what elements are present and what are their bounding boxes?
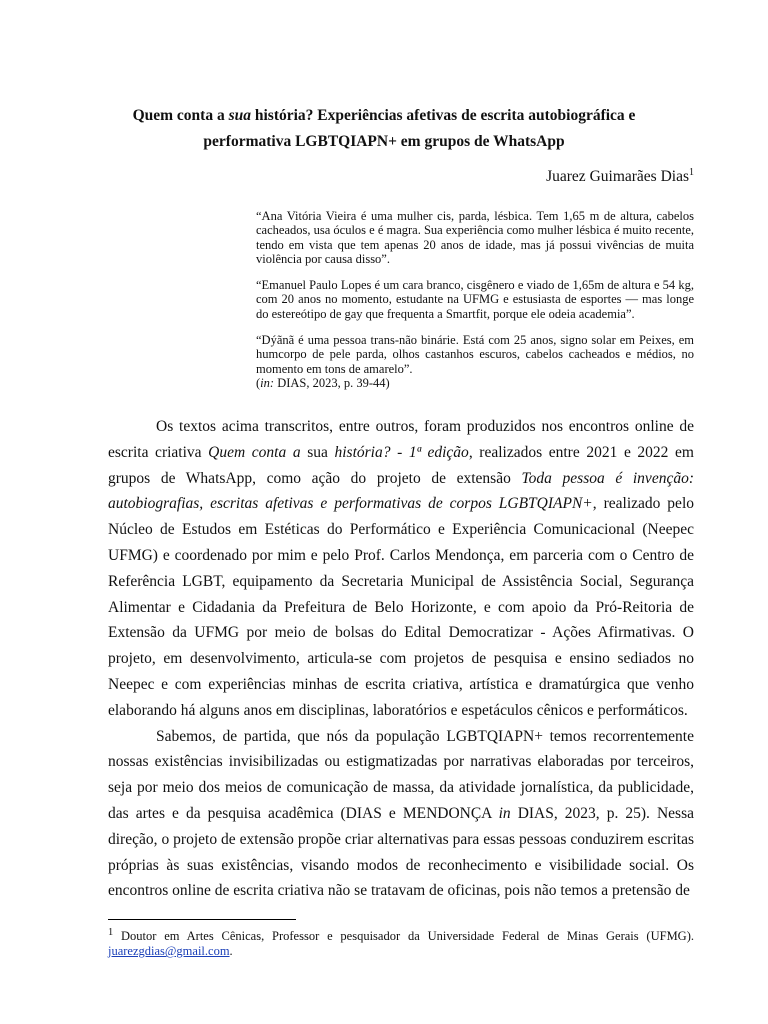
epigraph — [256, 209, 694, 402]
author-name: Juarez Guimarães Dias — [546, 168, 689, 186]
epigraph-source: (in: DIAS, 2023, p. 39-44) — [256, 375, 390, 390]
author-email-link[interactable]: juarezgdias@gmail.com — [108, 944, 230, 959]
paragraph-1: Os textos acima transcritos, entre outros, foram produzidos nos encontros online de escrita criativa Quem conta a sua história? - 1ª edição, realizados entre 2021 e 2022 em grupos de WhatsApp, como ação do projeto de extensão Toda pessoa é invenção: autobiografias, escritas afetivas e performativas de corpos LGBTQIAPN+, realizado pelo Núcleo de Estudos em Estéticas do Performático e Experiência Comunicacional (Neepec UFMG) e coordenado por mim e pelo Prof. Carlos Mendonça, em parceria com o Centro de Referência LGBT, equipamento da Secretaria Municipal de Assistência Social, Segurança Alimentar e Cidadania da Prefeitura de Belo Horizonte, e com apoio da Pró-Reitoria de Extensão da UFMG por meio de bolsas do Edital Democratizar - Ações Afirmativas. O projeto, em desenvolvimento, articula-se com projetos de pesquisa e ensino sediados no Neepec e com experiências minhas de escrita criativa, artística e dramatúrgica que venho elaborando há alguns anos em disciplinas, laboratórios e espetáculos cênicos e performáticos. — [108, 418, 694, 719]
epigraph-quote-3: “Dýãnã é uma pessoa trans-não binárie. Está com 25 anos, signo solar em Peixes, em humcorpo de pele parda, olhos castanhos escuros, cabelos cacheados e médios, no momento em tons de amarelo”. — [256, 333, 694, 376]
epigraph-quote-1: “Ana Vitória Vieira é uma mulher cis, parda, lésbica. Tem 1,65 m de altura, cabelos cacheados, usa óculos e é magra. Sua experiência como mulher lésbica é muito recente, tendo em vista que tem apenas 20 anos de idade, mas já possui vivências de muita violência por causa disso”. — [256, 209, 695, 266]
title-italic: sua — [228, 107, 251, 124]
footnote-separator — [108, 919, 296, 920]
paragraph-2: Sabemos, de partida, que nós da população LGBTQIAPN+ temos recorrentemente nossas existências invisibilizadas ou estigmatizadas por narrativas elaboradas por terceiros, seja por meio dos meios de comunicação de massa, da atividade jornalística, da publicidade, das artes e da pesquisa acadêmica (DIAS e MENDONÇA in DIAS, 2023, p. 25). Nessa direção, o projeto de extensão propõe criar alternativas para essas pessoas conduzirem escritas próprias às suas existências, visando modos de reconhecimento e visibilidade social. Os encontros online de escrita criativa não se tratavam de oficinas, pois não temos a pretensão de — [108, 727, 694, 900]
author-line — [546, 167, 694, 186]
body-text — [108, 414, 694, 904]
paper-title: Quem conta a sua história? Experiências afetivas de escrita autobiográfica e performativa LGBTQIAPN+ em grupos de WhatsApp — [132, 107, 636, 150]
footnote-text: Doutor em Artes Cênicas, Professor e pesquisador da Universidade Federal de Minas Gerais (UFMG). — [113, 929, 694, 944]
footnote: $^1$ Doutor em Artes Cênicas, Professor e pesquisador da Universidade Federal de Minas Gerais (UFMG). juarezgdias@gmail.com. — [108, 927, 694, 959]
epigraph-quote-2: “Emanuel Paulo Lopes é um cara branco, cisgênero e viado de 1,65m de altura e 54 kg, com 20 anos no momento, estudante na UFMG e estusiasta de esportes — mas longe do estereótipo de gay que frequenta a Smartfit, porque ele odeia academia”. — [256, 278, 694, 321]
footnote-mark: 1 — [108, 927, 114, 938]
author-footnote-mark[interactable]: 1 — [689, 167, 694, 178]
